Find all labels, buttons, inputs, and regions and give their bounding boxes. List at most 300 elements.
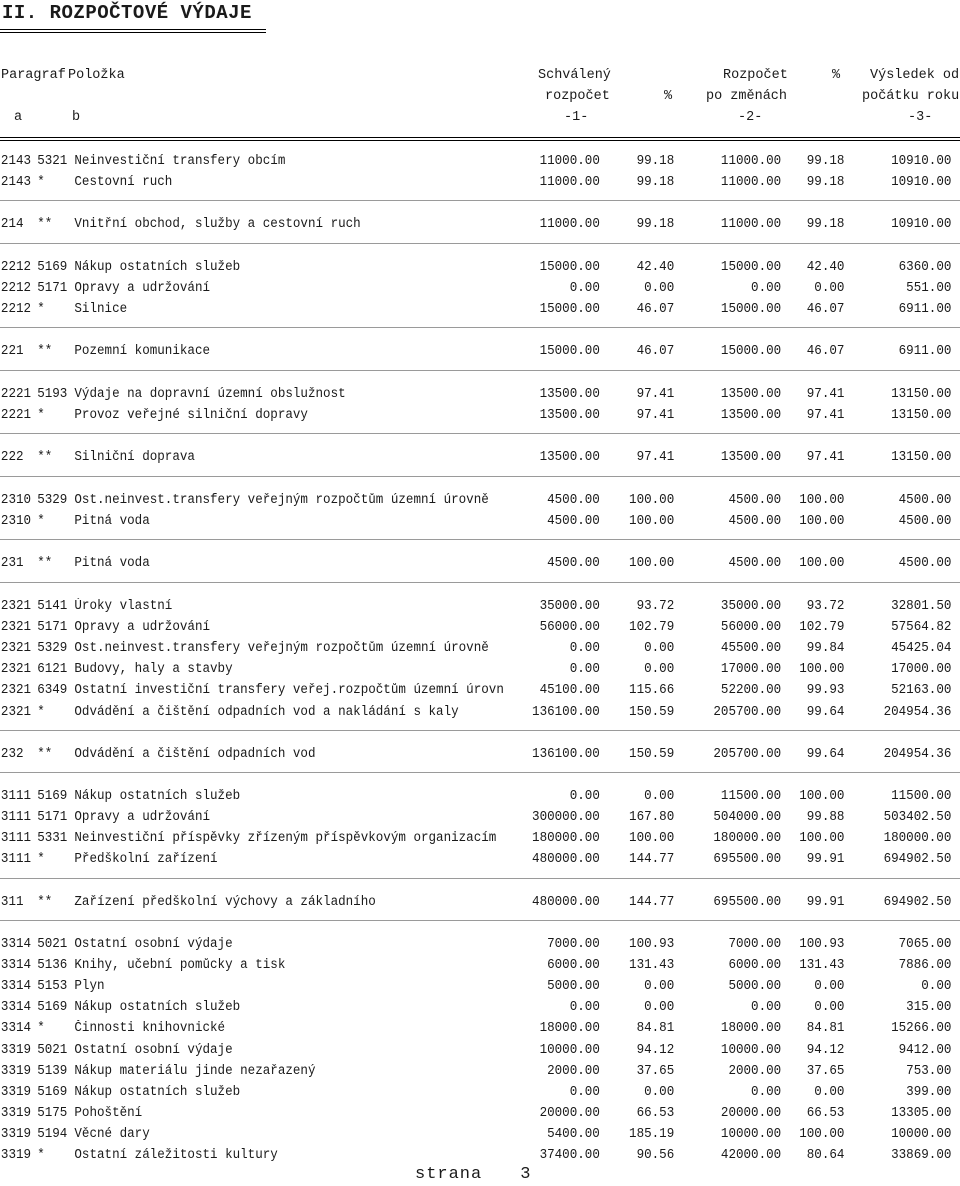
row-paragraf: 2321: [0, 662, 32, 677]
row-rozpocet: 11000.00: [720, 175, 782, 190]
row-polozka: *: [37, 1021, 45, 1036]
row-schvaleny: 180000.00: [532, 831, 600, 846]
row-schvaleny: 480000.00: [532, 895, 600, 910]
row-percent-2: 100.00: [799, 789, 845, 804]
row-rozpocet: 42000.00: [720, 1148, 782, 1163]
row-vysledek: 315.00: [906, 1000, 952, 1015]
row-schvaleny: 35000.00: [539, 599, 600, 614]
row-schvaleny: 10000.00: [539, 1043, 600, 1058]
row-vysledek: 10910.00: [891, 175, 952, 190]
row-vysledek: 45425.04: [891, 641, 952, 656]
row-percent-1: 167.80: [629, 810, 675, 825]
row-rozpocet: 0.00: [751, 1000, 782, 1015]
row-rozpocet: 13500.00: [720, 387, 782, 402]
row-percent-2: 100.00: [799, 662, 845, 677]
header-percent-2: %: [832, 68, 841, 83]
table-row: [0, 151, 952, 172]
row-polozka: **: [37, 556, 53, 571]
row-percent-2: 100.00: [799, 1127, 845, 1142]
row-rozpocet: 45500.00: [720, 641, 782, 656]
table-row: [0, 299, 952, 320]
row-name: Opravy a udržování: [74, 810, 211, 825]
row-vysledek: 753.00: [906, 1064, 952, 1079]
row-percent-2: 99.18: [806, 217, 845, 232]
table-row: [0, 892, 952, 913]
row-percent-2: 99.18: [806, 154, 845, 169]
row-schvaleny: 4500.00: [547, 514, 600, 529]
row-schvaleny: 56000.00: [539, 620, 600, 635]
group-separator: [0, 433, 960, 434]
row-paragraf: 2321: [0, 683, 32, 698]
row-percent-2: 99.64: [806, 705, 845, 720]
row-percent-1: 97.41: [636, 408, 675, 423]
row-name: Opravy a udržování: [74, 281, 211, 296]
row-rozpocet: 5000.00: [728, 979, 782, 994]
group-separator: [0, 920, 960, 921]
header-percent-1: %: [664, 89, 673, 104]
row-rozpocet: 10000.00: [720, 1127, 782, 1142]
row-paragraf: 2212: [0, 302, 32, 317]
row-paragraf: 2310: [0, 493, 32, 508]
row-vysledek: 17000.00: [891, 662, 952, 677]
row-paragraf: 2321: [0, 641, 32, 656]
row-polozka: *: [37, 302, 45, 317]
row-schvaleny: 136100.00: [532, 747, 600, 762]
row-paragraf: 232: [0, 747, 24, 762]
row-percent-2: 37.65: [806, 1064, 845, 1079]
row-schvaleny: 13500.00: [539, 387, 600, 402]
row-rozpocet: 18000.00: [720, 1021, 782, 1036]
row-percent-2: 97.41: [806, 387, 845, 402]
table-row: [0, 976, 952, 997]
row-paragraf: 3319: [0, 1043, 32, 1058]
row-vysledek: 4500.00: [898, 556, 952, 571]
title-underline-bottom: [0, 32, 266, 33]
row-percent-1: 0.00: [644, 281, 675, 296]
row-name: Zařízení předškolní výchovy a základního: [74, 895, 376, 910]
row-schvaleny: 5000.00: [547, 979, 600, 994]
row-percent-1: 0.00: [644, 662, 675, 677]
row-polozka: 6121: [37, 662, 68, 677]
row-name: Předškolní zařízení: [74, 852, 218, 867]
row-percent-1: 0.00: [644, 789, 675, 804]
row-paragraf: 231: [0, 556, 24, 571]
page-title: II. ROZPOČTOVÉ VÝDAJE: [2, 2, 252, 24]
row-rozpocet: 4500.00: [728, 514, 782, 529]
table-row: [0, 1124, 952, 1145]
row-vysledek: 551.00: [906, 281, 952, 296]
group-separator: [0, 539, 960, 540]
row-name: Nákup ostatních služeb: [74, 1000, 241, 1015]
row-percent-1: 0.00: [644, 979, 675, 994]
row-percent-1: 90.56: [636, 1148, 675, 1163]
row-percent-1: 100.00: [629, 556, 675, 571]
table-row: [0, 1082, 952, 1103]
row-polozka: 5171: [37, 810, 68, 825]
row-polozka: 5021: [37, 1043, 68, 1058]
group-separator: [0, 476, 960, 477]
row-rozpocet: 15000.00: [720, 302, 782, 317]
row-name: Silnice: [74, 302, 128, 317]
row-name: Cestovní ruch: [74, 175, 173, 190]
row-rozpocet: 11000.00: [720, 217, 782, 232]
row-schvaleny: 300000.00: [532, 810, 600, 825]
row-percent-1: 84.81: [636, 1021, 675, 1036]
row-percent-2: 0.00: [814, 1085, 845, 1100]
table-row: [0, 702, 952, 723]
row-percent-2: 99.88: [806, 810, 845, 825]
row-rozpocet: 52200.00: [720, 683, 782, 698]
row-schvaleny: 7000.00: [547, 937, 600, 952]
row-name: Neinvestiční příspěvky zřízeným příspěvkovým organizacím: [74, 831, 497, 846]
row-percent-1: 99.18: [636, 175, 675, 190]
row-percent-2: 99.64: [806, 747, 845, 762]
row-percent-2: 0.00: [814, 281, 845, 296]
table-row: [0, 405, 952, 426]
row-name: Ostatní osobní výdaje: [74, 937, 233, 952]
row-percent-1: 144.77: [629, 895, 675, 910]
row-vysledek: 33869.00: [891, 1148, 952, 1163]
header-rule-2: [0, 140, 960, 141]
row-rozpocet: 20000.00: [720, 1106, 782, 1121]
table-row: [0, 341, 952, 362]
row-schvaleny: 0.00: [569, 641, 600, 656]
row-rozpocet: 504000.00: [713, 810, 782, 825]
row-schvaleny: 45100.00: [539, 683, 600, 698]
row-schvaleny: 480000.00: [532, 852, 600, 867]
row-schvaleny: 18000.00: [539, 1021, 600, 1036]
row-vysledek: 204954.36: [883, 747, 952, 762]
row-schvaleny: 136100.00: [532, 705, 600, 720]
row-polozka: 5194: [37, 1127, 68, 1142]
row-percent-2: 80.64: [806, 1148, 845, 1163]
row-percent-1: 131.43: [629, 958, 675, 973]
row-percent-2: 84.81: [806, 1021, 845, 1036]
row-schvaleny: 11000.00: [539, 175, 600, 190]
row-polozka: 5329: [37, 493, 68, 508]
table-row: [0, 214, 952, 235]
group-separator: [0, 243, 960, 244]
row-percent-1: 100.00: [629, 514, 675, 529]
table-row: [0, 384, 952, 405]
row-paragraf: 3111: [0, 852, 32, 867]
row-polozka: *: [37, 408, 45, 423]
table-row: [0, 934, 952, 955]
row-percent-1: 185.19: [629, 1127, 675, 1142]
row-vysledek: 180000.00: [883, 831, 952, 846]
row-vysledek: 11500.00: [891, 789, 952, 804]
row-percent-1: 150.59: [629, 747, 675, 762]
header-schvaleny-rozpocet: rozpočet: [545, 89, 610, 104]
row-name: Pohoštění: [74, 1106, 143, 1121]
row-polozka: 5169: [37, 1000, 68, 1015]
row-paragraf: 3319: [0, 1106, 32, 1121]
row-paragraf: 2143: [0, 175, 32, 190]
row-polozka: 5193: [37, 387, 68, 402]
row-name: Neinvestiční transfery obcím: [74, 154, 286, 169]
row-name: Nákup ostatních služeb: [74, 260, 241, 275]
row-percent-2: 42.40: [806, 260, 845, 275]
row-rozpocet: 15000.00: [720, 260, 782, 275]
table-row: [0, 1040, 952, 1061]
row-schvaleny: 2000.00: [547, 1064, 600, 1079]
row-schvaleny: 4500.00: [547, 556, 600, 571]
row-rozpocet: 17000.00: [720, 662, 782, 677]
header-rozpocet: Rozpočet: [723, 68, 788, 83]
row-polozka: 5171: [37, 620, 68, 635]
row-name: Plyn: [74, 979, 105, 994]
table-row: [0, 1103, 952, 1124]
row-paragraf: 2221: [0, 408, 32, 423]
row-paragraf: 3319: [0, 1085, 32, 1100]
row-percent-2: 94.12: [806, 1043, 845, 1058]
row-schvaleny: 5400.00: [547, 1127, 600, 1142]
row-percent-2: 46.07: [806, 344, 845, 359]
row-paragraf: 2143: [0, 154, 32, 169]
table-row: [0, 997, 952, 1018]
header-rozpocet-po-zmenach: po změnách: [706, 89, 788, 104]
row-percent-2: 66.53: [806, 1106, 845, 1121]
row-schvaleny: 0.00: [569, 1000, 600, 1015]
row-paragraf: 3111: [0, 789, 32, 804]
row-paragraf: 3319: [0, 1148, 32, 1163]
row-rozpocet: 35000.00: [720, 599, 782, 614]
header-col-1: -1-: [564, 110, 589, 125]
row-polozka: 6349: [37, 683, 68, 698]
row-schvaleny: 15000.00: [539, 260, 600, 275]
row-vysledek: 6911.00: [898, 302, 952, 317]
header-col-2: -2-: [738, 110, 763, 125]
row-rozpocet: 180000.00: [713, 831, 782, 846]
row-name: Věcné dary: [74, 1127, 150, 1142]
table-row: [0, 786, 952, 807]
row-vysledek: 0.00: [921, 979, 952, 994]
row-paragraf: 2212: [0, 281, 32, 296]
row-name: Pitná voda: [74, 514, 150, 529]
row-polozka: 5169: [37, 260, 68, 275]
row-paragraf: 3319: [0, 1127, 32, 1142]
row-name: Opravy a udržování: [74, 620, 211, 635]
row-vysledek: 6911.00: [898, 344, 952, 359]
row-rozpocet: 15000.00: [720, 344, 782, 359]
table-row: [0, 511, 952, 532]
row-name: Budovy, haly a stavby: [74, 662, 233, 677]
row-name: Nákup ostatních služeb: [74, 1085, 241, 1100]
row-percent-2: 100.00: [799, 831, 845, 846]
row-polozka: *: [37, 1148, 45, 1163]
row-rozpocet: 4500.00: [728, 556, 782, 571]
row-percent-2: 99.84: [806, 641, 845, 656]
table-row: [0, 490, 952, 511]
header-col-b: b: [72, 110, 81, 125]
row-schvaleny: 37400.00: [539, 1148, 600, 1163]
table-row: [0, 849, 952, 870]
table-row: [0, 638, 952, 659]
table-row: [0, 955, 952, 976]
row-paragraf: 3319: [0, 1064, 32, 1079]
row-percent-1: 100.00: [629, 831, 675, 846]
row-polozka: 5171: [37, 281, 68, 296]
row-vysledek: 694902.50: [883, 852, 952, 867]
row-paragraf: 2310: [0, 514, 32, 529]
row-rozpocet: 6000.00: [728, 958, 782, 973]
row-polozka: *: [37, 852, 45, 867]
table-row: [0, 278, 952, 299]
row-vysledek: 4500.00: [898, 493, 952, 508]
row-name: Výdaje na dopravní územní obslužnost: [74, 387, 346, 402]
row-paragraf: 3314: [0, 1000, 32, 1015]
row-percent-2: 99.93: [806, 683, 845, 698]
row-name: Ost.neinvest.transfery veřejným rozpočtům územní úrovně: [74, 493, 489, 508]
row-paragraf: 3314: [0, 979, 32, 994]
row-rozpocet: 205700.00: [713, 705, 782, 720]
row-name: Úroky vlastní: [74, 599, 173, 614]
row-percent-1: 0.00: [644, 641, 675, 656]
row-paragraf: 3314: [0, 1021, 32, 1036]
table-row: [0, 447, 952, 468]
row-vysledek: 7065.00: [898, 937, 952, 952]
table-row: [0, 257, 952, 278]
row-schvaleny: 0.00: [569, 281, 600, 296]
row-rozpocet: 10000.00: [720, 1043, 782, 1058]
row-vysledek: 6360.00: [898, 260, 952, 275]
page-number: 3: [520, 1165, 532, 1184]
row-schvaleny: 20000.00: [539, 1106, 600, 1121]
footer-label: strana: [415, 1165, 483, 1184]
row-percent-2: 0.00: [814, 979, 845, 994]
row-name: Činnosti knihovnické: [74, 1021, 226, 1036]
row-vysledek: 7886.00: [898, 958, 952, 973]
row-percent-2: 102.79: [799, 620, 845, 635]
row-rozpocet: 11000.00: [720, 154, 782, 169]
row-percent-1: 46.07: [636, 302, 675, 317]
row-rozpocet: 0.00: [751, 281, 782, 296]
row-vysledek: 13150.00: [891, 450, 952, 465]
row-vysledek: 13305.00: [891, 1106, 952, 1121]
row-percent-1: 99.18: [636, 154, 675, 169]
header-vysledek-pocatku-roku: počátku roku: [862, 89, 960, 104]
row-percent-1: 46.07: [636, 344, 675, 359]
table-row: [0, 617, 952, 638]
row-polozka: 5169: [37, 789, 68, 804]
row-paragraf: 3314: [0, 937, 32, 952]
row-percent-1: 93.72: [636, 599, 675, 614]
row-percent-2: 99.91: [806, 852, 845, 867]
row-polozka: 5321: [37, 154, 68, 169]
row-percent-1: 99.18: [636, 217, 675, 232]
row-name: Ostatní investiční transfery veřej.rozpočtům územní úrovn: [74, 683, 504, 698]
row-rozpocet: 56000.00: [720, 620, 782, 635]
row-percent-1: 37.65: [636, 1064, 675, 1079]
row-percent-1: 66.53: [636, 1106, 675, 1121]
row-paragraf: 2321: [0, 599, 32, 614]
row-schvaleny: 13500.00: [539, 408, 600, 423]
group-separator: [0, 200, 960, 201]
row-schvaleny: 0.00: [569, 789, 600, 804]
row-polozka: **: [37, 344, 53, 359]
header-col-a: a: [14, 110, 23, 125]
table-row: [0, 659, 952, 680]
table-row: [0, 1061, 952, 1082]
row-rozpocet: 695500.00: [713, 852, 782, 867]
row-percent-1: 144.77: [629, 852, 675, 867]
row-vysledek: 4500.00: [898, 514, 952, 529]
row-schvaleny: 11000.00: [539, 217, 600, 232]
row-name: Silniční doprava: [74, 450, 195, 465]
group-separator: [0, 582, 960, 583]
table-row: [0, 807, 952, 828]
table-row: [0, 680, 952, 701]
row-polozka: 5331: [37, 831, 68, 846]
row-polozka: 5136: [37, 958, 68, 973]
row-percent-2: 100.00: [799, 493, 845, 508]
row-percent-1: 115.66: [629, 683, 675, 698]
row-rozpocet: 13500.00: [720, 450, 782, 465]
row-name: Provoz veřejné silniční dopravy: [74, 408, 308, 423]
row-vysledek: 10910.00: [891, 217, 952, 232]
row-percent-2: 0.00: [814, 1000, 845, 1015]
row-name: Pozemní komunikace: [74, 344, 211, 359]
row-percent-1: 0.00: [644, 1000, 675, 1015]
group-separator: [0, 370, 960, 371]
row-percent-1: 97.41: [636, 450, 675, 465]
row-name: Vnitřní obchod, služby a cestovní ruch: [74, 217, 361, 232]
row-percent-2: 100.00: [799, 556, 845, 571]
row-vysledek: 57564.82: [891, 620, 952, 635]
row-polozka: 5153: [37, 979, 68, 994]
row-percent-1: 150.59: [629, 705, 675, 720]
row-schvaleny: 0.00: [569, 662, 600, 677]
table-row: [0, 596, 952, 617]
row-percent-1: 102.79: [629, 620, 675, 635]
row-name: Ostatní záležitosti kultury: [74, 1148, 278, 1163]
row-paragraf: 3111: [0, 810, 32, 825]
row-percent-1: 100.00: [629, 493, 675, 508]
header-rule-1: [0, 137, 960, 138]
row-paragraf: 2212: [0, 260, 32, 275]
row-paragraf: 3111: [0, 831, 32, 846]
row-name: Knihy, učební pomůcky a tisk: [74, 958, 286, 973]
header-col-3: -3-: [908, 110, 933, 125]
row-percent-2: 93.72: [806, 599, 845, 614]
row-name: Ostatní osobní výdaje: [74, 1043, 233, 1058]
row-polozka: 5021: [37, 937, 68, 952]
row-percent-2: 100.93: [799, 937, 845, 952]
row-paragraf: 222: [0, 450, 24, 465]
table-row: [0, 1018, 952, 1039]
row-rozpocet: 2000.00: [728, 1064, 782, 1079]
row-polozka: **: [37, 747, 53, 762]
row-name: Odvádění a čištění odpadních vod a nakládání s kaly: [74, 705, 459, 720]
row-vysledek: 10910.00: [891, 154, 952, 169]
row-paragraf: 311: [0, 895, 24, 910]
row-vysledek: 32801.50: [891, 599, 952, 614]
row-paragraf: 2321: [0, 705, 32, 720]
row-vysledek: 503402.50: [883, 810, 952, 825]
row-percent-1: 0.00: [644, 1085, 675, 1100]
row-vysledek: 15266.00: [891, 1021, 952, 1036]
row-vysledek: 13150.00: [891, 387, 952, 402]
row-percent-1: 42.40: [636, 260, 675, 275]
row-vysledek: 52163.00: [891, 683, 952, 698]
row-schvaleny: 4500.00: [547, 493, 600, 508]
row-percent-2: 97.41: [806, 450, 845, 465]
row-percent-1: 100.93: [629, 937, 675, 952]
row-rozpocet: 7000.00: [728, 937, 782, 952]
header-polozka: Položka: [68, 68, 125, 83]
group-separator: [0, 327, 960, 328]
row-polozka: 5169: [37, 1085, 68, 1100]
